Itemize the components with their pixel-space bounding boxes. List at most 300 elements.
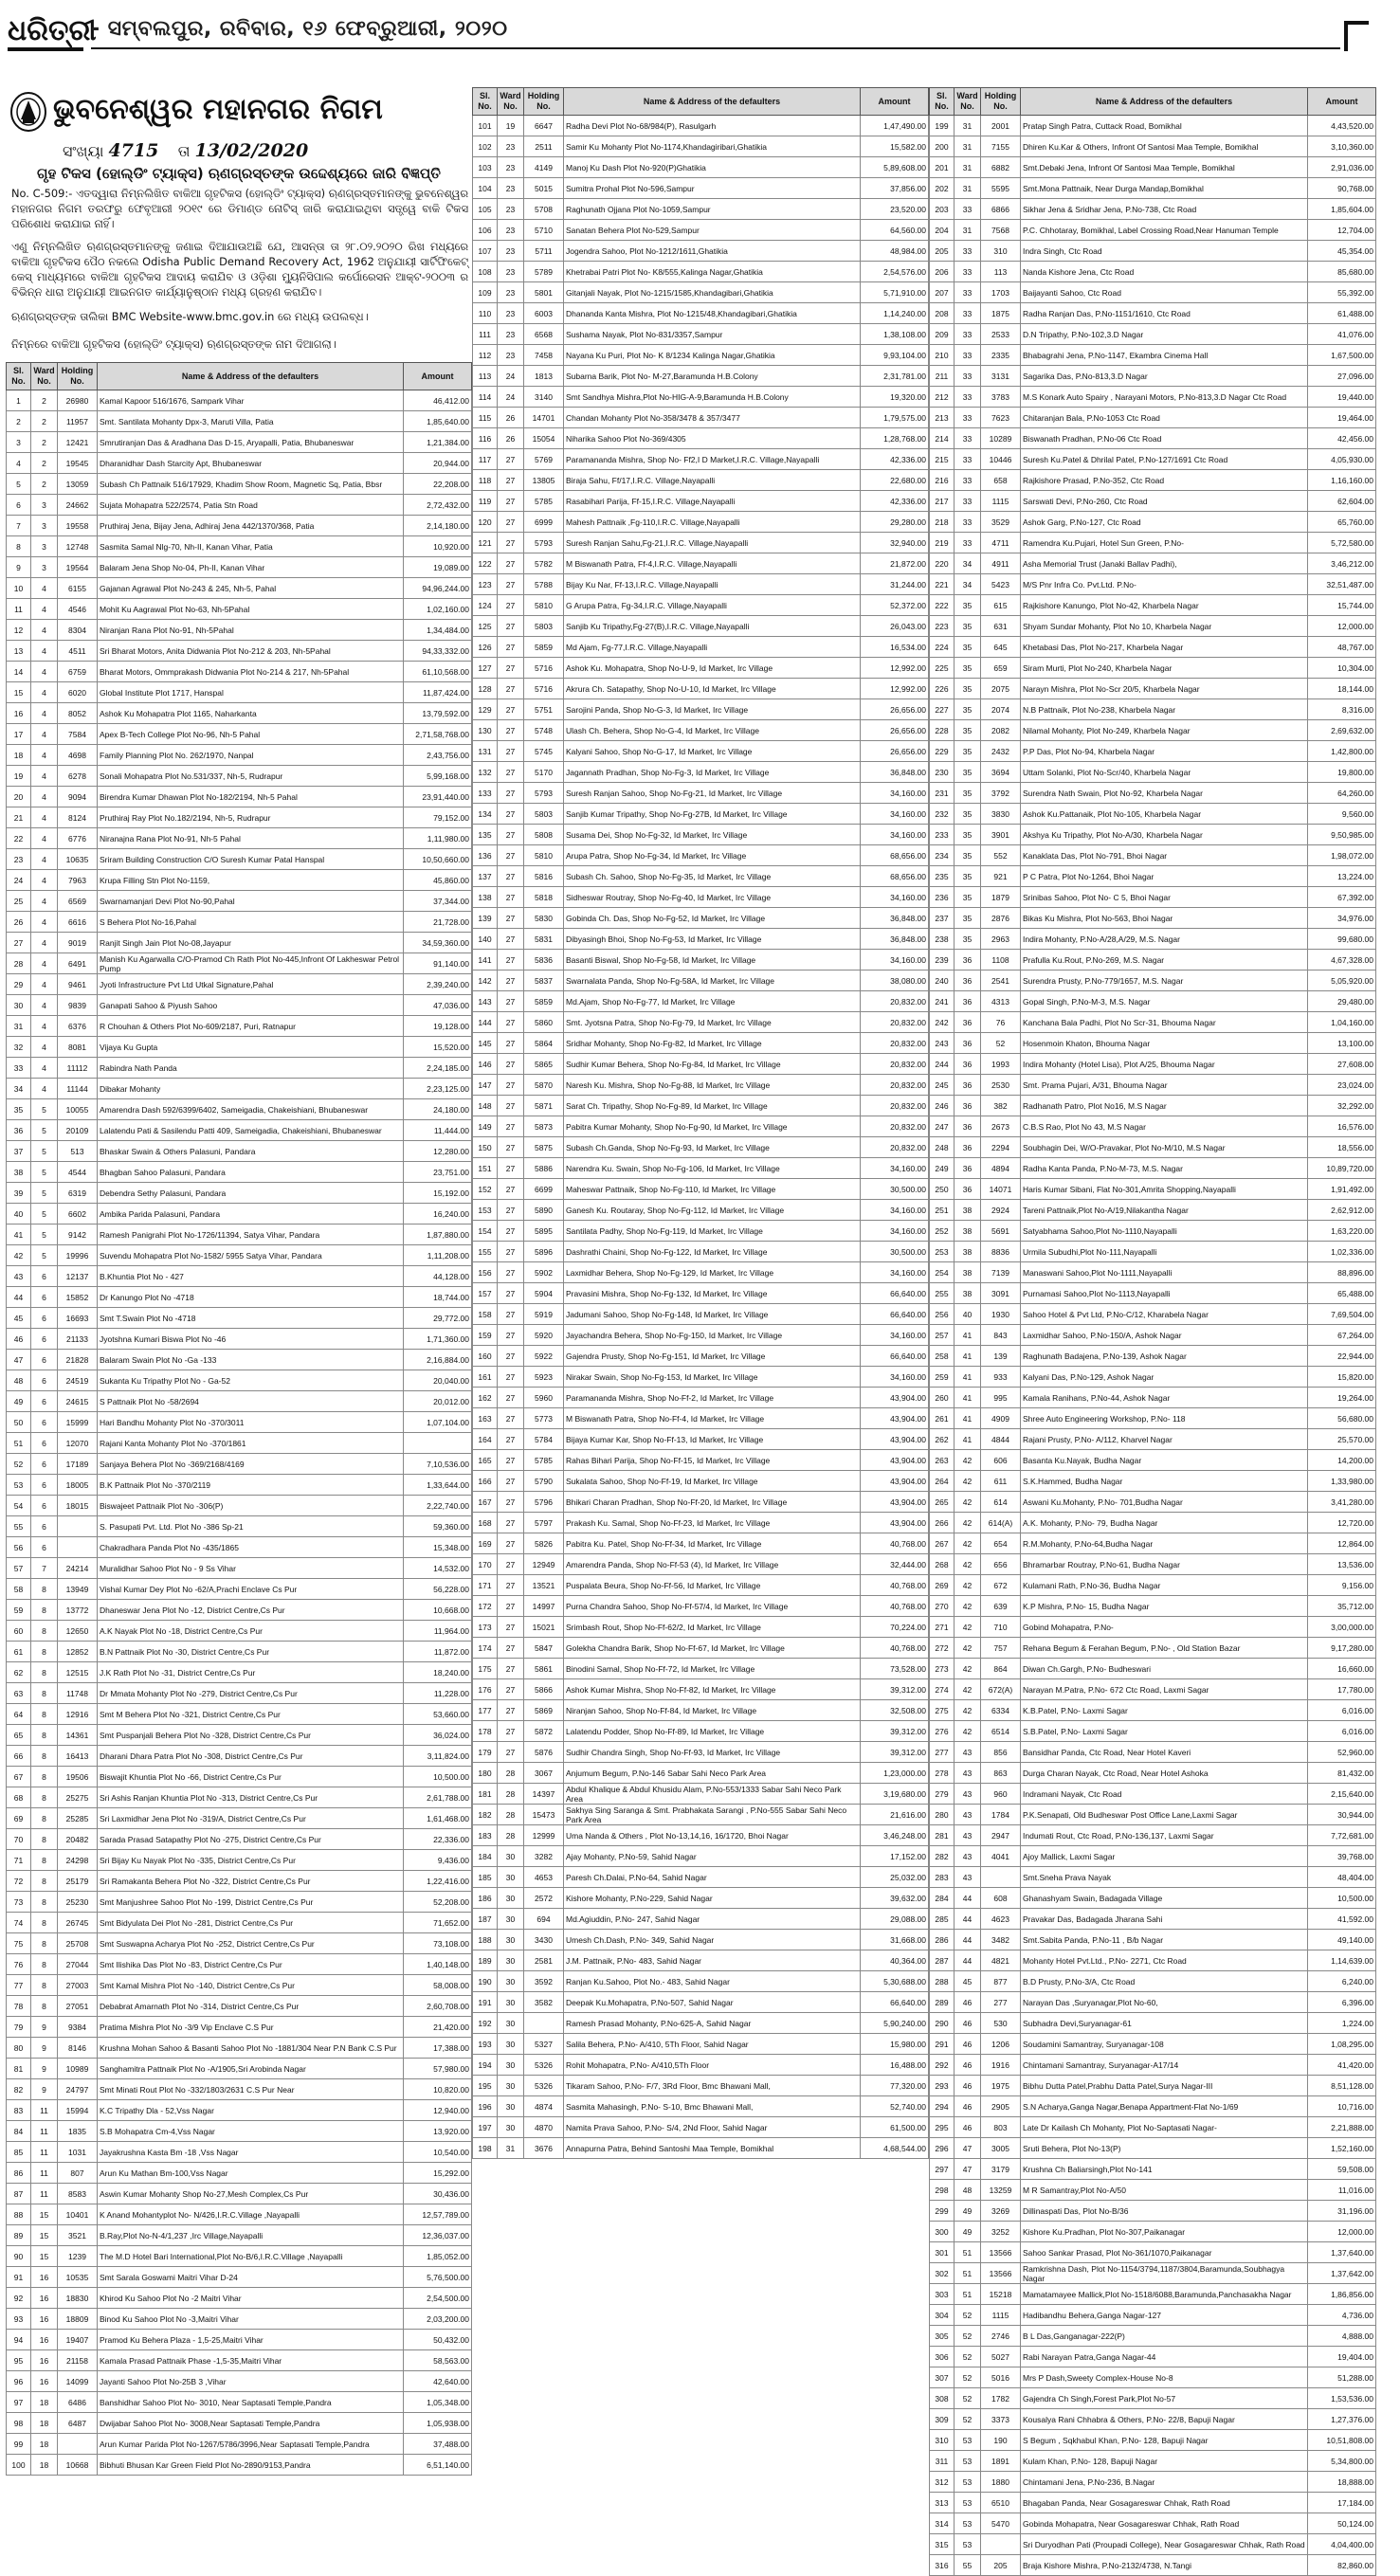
- cell-amount: 30,500.00: [861, 1242, 929, 1262]
- cell-amount: 16,660.00: [1308, 1659, 1376, 1679]
- cell-amount: 20,832.00: [861, 1116, 929, 1137]
- cell-sl-no: 9: [7, 557, 31, 578]
- cell-name-address: Khetabasi Das, Plot No-217, Kharbela Nagar: [1021, 637, 1308, 658]
- cell-holding-no: 2001: [981, 116, 1021, 136]
- cell-sl-no: 280: [930, 1805, 955, 1825]
- cell-name-address: Pravasini Mishra, Shop No-Fg-132, Id Market, Irc Village: [564, 1283, 861, 1304]
- cell-name-address: Smt.Debaki Jena, Infront Of Santosi Maa Temple, Bomikhal: [1021, 157, 1308, 178]
- cell-name-address: Sarswati Devi, P.No-260, Ctc Road: [1021, 491, 1308, 512]
- cell-ward-no: 51: [955, 2263, 981, 2284]
- cell-ward-no: 33: [955, 241, 981, 262]
- cell-amount: 15,744.00: [1308, 595, 1376, 616]
- cell-sl-no: 228: [930, 720, 955, 741]
- cell-amount: 34,160.00: [861, 1200, 929, 1221]
- cell-sl-no: 308: [930, 2388, 955, 2409]
- cell-holding-no: 1891: [981, 2451, 1021, 2472]
- cell-amount: 36,848.00: [861, 929, 929, 950]
- table-row: [473, 1679, 929, 1700]
- cell-name-address: Krushna Mohan Sahoo & Basanti Sahoo Plot No -1881/304 Near P.N Bank C.S Pur: [98, 2038, 404, 2059]
- table-row: [473, 783, 929, 804]
- cell-sl-no: 247: [930, 1116, 955, 1137]
- cell-sl-no: 178: [473, 1721, 498, 1742]
- table-row: [930, 1075, 1376, 1096]
- cell-sl-no: 90: [7, 2246, 31, 2267]
- cell-holding-no: 14361: [58, 1725, 98, 1746]
- cell-amount: 2,54,500.00: [404, 2288, 472, 2309]
- cell-name-address: Chintamani Samantray, Suryanagar-A17/14: [1021, 2055, 1308, 2076]
- table-row: [473, 1367, 929, 1388]
- cell-ward-no: 33: [955, 512, 981, 533]
- table-row: [7, 641, 472, 662]
- cell-amount: 43,904.00: [861, 1471, 929, 1492]
- cell-ward-no: 6: [31, 1496, 58, 1516]
- cell-amount: 59,508.00: [1308, 2159, 1376, 2180]
- cell-holding-no: 10635: [58, 849, 98, 870]
- cell-name-address: Dhiren Ku.Kar & Others, Infront Of Santosi Maa Temple, Bomikhal: [1021, 136, 1308, 157]
- cell-ward-no: 8: [31, 1892, 58, 1913]
- memo-number: 4715: [108, 140, 159, 161]
- cell-sl-no: 270: [930, 1596, 955, 1617]
- cell-ward-no: 8: [31, 1662, 58, 1683]
- cell-holding-no: 3694: [981, 762, 1021, 783]
- cell-ward-no: 5: [31, 1204, 58, 1225]
- cell-name-address: Dhananda Kanta Mishra, Plot No-1215/48,Khandagibari,Ghatikia: [564, 303, 861, 324]
- cell-sl-no: 28: [7, 953, 31, 974]
- cell-name-address: Samir Ku Mohanty Plot No-1174,Khandagiribari,Ghatikia: [564, 136, 861, 157]
- cell-amount: 34,160.00: [861, 1367, 929, 1388]
- table-row: [473, 574, 929, 595]
- cell-ward-no: 28: [498, 1825, 524, 1846]
- table-row: [930, 1679, 1376, 1700]
- table-1-wrapper: [6, 362, 472, 2476]
- table-row: [473, 1408, 929, 1429]
- cell-name-address: Nanda Kishore Jena, Ctc Road: [1021, 262, 1308, 282]
- cell-holding-no: 24519: [58, 1370, 98, 1391]
- cell-ward-no: 33: [955, 449, 981, 470]
- cell-holding-no: 14071: [981, 1179, 1021, 1200]
- cell-name-address: Niharika Sahoo Plot No-369/4305: [564, 428, 861, 449]
- cell-holding-no: 530: [981, 2013, 1021, 2034]
- cell-name-address: Hosenmoin Khaton, Bhouma Nagar: [1021, 1033, 1308, 1054]
- table-row: [473, 720, 929, 741]
- cell-sl-no: 266: [930, 1513, 955, 1533]
- cell-holding-no: 803: [981, 2117, 1021, 2138]
- cell-sl-no: 71: [7, 1850, 31, 1871]
- cell-holding-no: 5748: [524, 720, 564, 741]
- table-row: [473, 1158, 929, 1179]
- cell-amount: 39,312.00: [861, 1679, 929, 1700]
- cell-ward-no: 8: [31, 1746, 58, 1767]
- date-prefix: ତା: [177, 142, 191, 160]
- cell-holding-no: 14701: [524, 408, 564, 428]
- notice-header: [6, 87, 472, 362]
- cell-amount: 1,33,980.00: [1308, 1471, 1376, 1492]
- cell-ward-no: 34: [955, 553, 981, 574]
- table-row: [930, 1596, 1376, 1617]
- cell-ward-no: 4: [31, 995, 58, 1016]
- cell-holding-no: 1031: [58, 2142, 98, 2163]
- cell-amount: 52,740.00: [861, 2096, 929, 2117]
- cell-holding-no: 6882: [981, 157, 1021, 178]
- cell-sl-no: 147: [473, 1075, 498, 1096]
- cell-holding-no: 2947: [981, 1825, 1021, 1846]
- table-row: [930, 887, 1376, 908]
- cell-name-address: Smt Bidyulata Dei Plot No -281, District Centre,Cs Pur: [98, 1913, 404, 1933]
- cell-ward-no: 27: [498, 741, 524, 762]
- cell-ward-no: 27: [498, 1408, 524, 1429]
- cell-sl-no: 203: [930, 199, 955, 220]
- table-row: [473, 908, 929, 929]
- cell-sl-no: 185: [473, 1867, 498, 1888]
- cell-name-address: Ramendra Ku.Pujari, Hotel Sun Green, P.No-: [1021, 533, 1308, 553]
- cell-ward-no: 16: [31, 2267, 58, 2288]
- cell-ward-no: 27: [498, 1450, 524, 1471]
- cell-ward-no: 35: [955, 699, 981, 720]
- table-row: [7, 766, 472, 787]
- cell-amount: 51,288.00: [1308, 2367, 1376, 2388]
- cell-name-address: Banshidhar Sahoo Plot No- 3010, Near Saptasati Temple,Pandra: [98, 2392, 404, 2413]
- cell-amount: 39,768.00: [1308, 1846, 1376, 1867]
- cell-name-address: Rabindra Nath Panda: [98, 1058, 404, 1079]
- cell-amount: 19,404.00: [1308, 2347, 1376, 2367]
- cell-holding-no: 5796: [524, 1492, 564, 1513]
- cell-ward-no: 8: [31, 1642, 58, 1662]
- cell-ward-no: 53: [955, 2451, 981, 2472]
- cell-holding-no: 6568: [524, 324, 564, 345]
- cell-amount: 9,50,985.00: [1308, 825, 1376, 845]
- cell-holding-no: 1880: [981, 2472, 1021, 2493]
- cell-name-address: Arun Kumar Parida Plot No-1267/5786/3996,Near Saptasati Temple,Pandra: [98, 2434, 404, 2455]
- cell-amount: 20,832.00: [861, 1033, 929, 1054]
- cell-name-address: Birendra Kumar Dhawan Plot No-182/2194, Nh-5 Pahal: [98, 787, 404, 807]
- cell-holding-no: 1879: [981, 887, 1021, 908]
- cell-amount: 5,76,500.00: [404, 2267, 472, 2288]
- cell-holding-no: 2530: [981, 1075, 1021, 1096]
- cell-name-address: Urmila Subudhi,Plot No-111,Nayapalli: [1021, 1242, 1308, 1262]
- cell-name-address: Pruthiraj Jena, Bijay Jena, Adhiraj Jena 442/1370/368, Patia: [98, 516, 404, 536]
- cell-amount: 12,992.00: [861, 658, 929, 679]
- table-row: [7, 891, 472, 912]
- cell-holding-no: 5960: [524, 1388, 564, 1408]
- table-row: [7, 536, 472, 557]
- cell-ward-no: 42: [955, 1596, 981, 1617]
- cell-ward-no: 3: [31, 536, 58, 557]
- cell-name-address: Srimbash Rout, Shop No-Ff-62/2, Id Market, Irc Village: [564, 1617, 861, 1638]
- cell-sl-no: 193: [473, 2034, 498, 2055]
- table-row: [930, 1262, 1376, 1283]
- cell-holding-no: 654: [981, 1533, 1021, 1554]
- cell-ward-no: 27: [498, 929, 524, 950]
- cell-ward-no: 6: [31, 1329, 58, 1350]
- cell-amount: 36,848.00: [861, 908, 929, 929]
- cell-holding-no: 25230: [58, 1892, 98, 1913]
- cell-amount: 1,11,980.00: [404, 828, 472, 849]
- cell-holding-no: 4511: [58, 641, 98, 662]
- cell-ward-no: 49: [955, 2201, 981, 2222]
- cell-sl-no: 103: [473, 157, 498, 178]
- cell-amount: 90,768.00: [1308, 178, 1376, 199]
- cell-ward-no: 35: [955, 741, 981, 762]
- cell-name-address: Sudhir Chandra Singh, Shop No-Ff-93, Id Market, Irc Village: [564, 1742, 861, 1763]
- cell-name-address: Kulamani Rath, P.No-36, Budha Nagar: [1021, 1575, 1308, 1596]
- cell-sl-no: 184: [473, 1846, 498, 1867]
- cell-ward-no: 43: [955, 1763, 981, 1784]
- cell-amount: 12,704.00: [1308, 220, 1376, 241]
- cell-sl-no: 106: [473, 220, 498, 241]
- cell-holding-no: 15054: [524, 428, 564, 449]
- cell-sl-no: 215: [930, 449, 955, 470]
- cell-ward-no: 4: [31, 1037, 58, 1058]
- table-row: [473, 1242, 929, 1262]
- cell-name-address: Khetrabai Patri Plot No- K8/555,Kalinga Nagar,Ghatikia: [564, 262, 861, 282]
- table-row: [930, 1950, 1376, 1971]
- cell-ward-no: 8: [31, 1850, 58, 1871]
- cell-ward-no: 9: [31, 2017, 58, 2038]
- cell-ward-no: 35: [955, 929, 981, 950]
- cell-ward-no: 18: [31, 2455, 58, 2476]
- cell-sl-no: 316: [930, 2555, 955, 2576]
- cell-sl-no: 57: [7, 1558, 31, 1579]
- cell-name-address: Ajay Mohanty, P.No-59, Sahid Nagar: [564, 1846, 861, 1867]
- table-row: [7, 1579, 472, 1600]
- table-row: [473, 1846, 929, 1867]
- table-row: [7, 1225, 472, 1245]
- cell-sl-no: 102: [473, 136, 498, 157]
- cell-ward-no: 52: [955, 2409, 981, 2430]
- table-row: [930, 2451, 1376, 2472]
- cell-amount: 2,39,240.00: [404, 974, 472, 995]
- cell-ward-no: 27: [498, 533, 524, 553]
- table-row: [7, 1933, 472, 1954]
- cell-holding-no: 15021: [524, 1617, 564, 1638]
- cell-amount: 34,976.00: [1308, 908, 1376, 929]
- cell-ward-no: 42: [955, 1450, 981, 1471]
- cell-name-address: Anjumum Begum, P.No-146 Sabar Sahi Neco Park Area: [564, 1763, 861, 1784]
- cell-holding-no: 27003: [58, 1975, 98, 1996]
- cell-name-address: Laxmidhar Sahoo, P.No-150/A, Ashok Nagar: [1021, 1325, 1308, 1346]
- table-row: [473, 1388, 929, 1408]
- cell-amount: 4,04,400.00: [1308, 2534, 1376, 2555]
- cell-holding-no: 3091: [981, 1283, 1021, 1304]
- cell-holding-no: 5784: [524, 1429, 564, 1450]
- newspaper-logo-text: ଧରିତ୍ରୀ: [8, 14, 97, 47]
- cell-name-address: Ambika Parida Palasuni, Pandara: [98, 1204, 404, 1225]
- cell-holding-no: 18015: [58, 1496, 98, 1516]
- cell-amount: 18,744.00: [404, 1287, 472, 1308]
- cell-name-address: Smrutiranjan Das & Aradhana Das D-15, Aryapalli, Patia, Bhubaneswar: [98, 432, 404, 453]
- cell-sl-no: 50: [7, 1412, 31, 1433]
- cell-ward-no: 8: [31, 1933, 58, 1954]
- cell-amount: 44,128.00: [404, 1266, 472, 1287]
- table-row: [473, 116, 929, 136]
- cell-amount: 2,60,708.00: [404, 1996, 472, 2017]
- cell-ward-no: 43: [955, 1825, 981, 1846]
- table-row: [930, 1158, 1376, 1179]
- cell-sl-no: 161: [473, 1367, 498, 1388]
- cell-amount: 34,160.00: [861, 950, 929, 971]
- cell-sl-no: 256: [930, 1304, 955, 1325]
- cell-sl-no: 33: [7, 1058, 31, 1079]
- cell-name-address: Radhanath Patro, Plot No16, M.S Nagar: [1021, 1096, 1308, 1116]
- cell-holding-no: 14397: [524, 1784, 564, 1805]
- cell-sl-no: 95: [7, 2350, 31, 2371]
- cell-holding-no: 13949: [58, 1579, 98, 1600]
- cell-ward-no: 33: [955, 387, 981, 408]
- cell-name-address: Dharanidhar Dash Starcity Apt, Bhubaneswar: [98, 453, 404, 474]
- cell-ward-no: 4: [31, 953, 58, 974]
- cell-holding-no: 7963: [58, 870, 98, 891]
- cell-sl-no: 43: [7, 1266, 31, 1287]
- cell-holding-no: 4844: [981, 1429, 1021, 1450]
- table-row: [930, 491, 1376, 512]
- cell-amount: 7,10,536.00: [404, 1454, 472, 1475]
- cell-name-address: Smt Puspanjali Behera Plot No -328, District Centre,Cs Pur: [98, 1725, 404, 1746]
- cell-ward-no: 41: [955, 1388, 981, 1408]
- table-row: [473, 1992, 929, 2013]
- memo-line: [63, 140, 308, 161]
- cell-holding-no: 672(A): [981, 1679, 1021, 1700]
- cell-sl-no: 153: [473, 1200, 498, 1221]
- cell-amount: 3,11,824.00: [404, 1746, 472, 1767]
- cell-amount: 4,67,328.00: [1308, 950, 1376, 971]
- cell-sl-no: 11: [7, 599, 31, 620]
- header-ward-no: Ward No.: [498, 88, 524, 116]
- cell-name-address: Kousalya Rani Chhabra & Others, P.No- 22/8, Bapuji Nagar: [1021, 2409, 1308, 2430]
- cell-amount: 68,656.00: [861, 845, 929, 866]
- cell-ward-no: 30: [498, 1971, 524, 1992]
- cell-ward-no: 2: [31, 453, 58, 474]
- cell-holding-no: 1930: [981, 1304, 1021, 1325]
- table-row: [930, 2409, 1376, 2430]
- cell-ward-no: 4: [31, 974, 58, 995]
- cell-sl-no: 137: [473, 866, 498, 887]
- cell-name-address: S Behera Plot No-16,Pahal: [98, 912, 404, 933]
- cell-sl-no: 110: [473, 303, 498, 324]
- cell-ward-no: 2: [31, 411, 58, 432]
- cell-amount: 39,312.00: [861, 1742, 929, 1763]
- table-row: [7, 1016, 472, 1037]
- cell-name-address: M R Samantray,Plot No-A/50: [1021, 2180, 1308, 2201]
- cell-ward-no: 27: [498, 1262, 524, 1283]
- cell-name-address: Kamala Prasad Pattnaik Phase -1,5-35,Maitri Vihar: [98, 2350, 404, 2371]
- cell-name-address: Rasabihari Parija, Ff-15,I.R.C. Village,Nayapalli: [564, 491, 861, 512]
- cell-amount: 34,160.00: [861, 1158, 929, 1179]
- cell-amount: 22,336.00: [404, 1829, 472, 1850]
- cell-ward-no: 23: [498, 324, 524, 345]
- cell-amount: 12,992.00: [861, 679, 929, 699]
- cell-sl-no: 134: [473, 804, 498, 825]
- cell-holding-no: 2876: [981, 908, 1021, 929]
- cell-sl-no: 298: [930, 2180, 955, 2201]
- cell-ward-no: 5: [31, 1162, 58, 1183]
- table-row: [930, 1179, 1376, 1200]
- cell-holding-no: 4698: [58, 745, 98, 766]
- cell-name-address: Hadibandhu Behera,Ganga Nagar-127: [1021, 2305, 1308, 2326]
- cell-amount: 6,016.00: [1308, 1721, 1376, 1742]
- cell-sl-no: 23: [7, 849, 31, 870]
- cell-name-address: Swarnamanjari Devi Plot No-90,Pahal: [98, 891, 404, 912]
- cell-amount: 45,354.00: [1308, 241, 1376, 262]
- cell-holding-no: 6569: [58, 891, 98, 912]
- cell-holding-no: 5788: [524, 574, 564, 595]
- cell-sl-no: 100: [7, 2455, 31, 2476]
- cell-name-address: Pabitra Kumar Mohanty, Shop No-Fg-90, Id Market, Irc Village: [564, 1116, 861, 1137]
- cell-holding-no: 5919: [524, 1304, 564, 1325]
- cell-amount: 15,348.00: [404, 1537, 472, 1558]
- cell-amount: 1,79,575.00: [861, 408, 929, 428]
- cell-ward-no: 27: [498, 950, 524, 971]
- cell-ward-no: 52: [955, 2326, 981, 2347]
- cell-amount: 23,751.00: [404, 1162, 472, 1183]
- cell-holding-no: 11957: [58, 411, 98, 432]
- cell-holding-no: 21828: [58, 1350, 98, 1370]
- cell-name-address: Kanchana Bala Padhi, Plot No Scr-31, Bhouma Nagar: [1021, 1012, 1308, 1033]
- cell-holding-no: [981, 1867, 1021, 1888]
- cell-name-address: Suresh Ranjan Sahu,Fg-21,I.R.C. Village,Nayapalli: [564, 533, 861, 553]
- cell-amount: 42,456.00: [1308, 428, 1376, 449]
- table-row: [930, 1450, 1376, 1471]
- cell-sl-no: 108: [473, 262, 498, 282]
- corner-mark: [1344, 21, 1369, 51]
- cell-ward-no: 30: [498, 1867, 524, 1888]
- table-row: [7, 1496, 472, 1516]
- cell-holding-no: 6491: [58, 953, 98, 974]
- cell-ward-no: 35: [955, 595, 981, 616]
- cell-name-address: Sudhir Kumar Behera, Shop No-Fg-84, Id Market, Irc Village: [564, 1054, 861, 1075]
- table-row: [473, 1012, 929, 1033]
- cell-sl-no: 182: [473, 1805, 498, 1825]
- cell-sl-no: 172: [473, 1596, 498, 1617]
- cell-name-address: Jayachandra Behera, Shop No-Fg-150, Id Market, Irc Village: [564, 1325, 861, 1346]
- cell-name-address: A.K. Mohanty, P.No- 79, Budha Nagar: [1021, 1513, 1308, 1533]
- cell-sl-no: 229: [930, 741, 955, 762]
- cell-holding-no: 12515: [58, 1662, 98, 1683]
- cell-sl-no: 295: [930, 2117, 955, 2138]
- cell-ward-no: 27: [498, 1325, 524, 1346]
- cell-holding-no: [58, 1516, 98, 1537]
- table-row: [930, 553, 1376, 574]
- cell-holding-no: 5866: [524, 1679, 564, 1700]
- cell-ward-no: 35: [955, 825, 981, 845]
- cell-name-address: Family Planning Plot No. 262/1970, Nanpal: [98, 745, 404, 766]
- cell-amount: 91,140.00: [404, 953, 472, 974]
- cell-name-address: Soudamini Samantray, Suryanagar-108: [1021, 2034, 1308, 2055]
- cell-amount: 18,144.00: [1308, 679, 1376, 699]
- table-row: [473, 1116, 929, 1137]
- cell-ward-no: 27: [498, 762, 524, 783]
- cell-name-address: Paramananda Mishra, Shop No-Ff-2, Id Market, Irc Village: [564, 1388, 861, 1408]
- cell-sl-no: 117: [473, 449, 498, 470]
- table-row: [473, 950, 929, 971]
- cell-sl-no: 35: [7, 1099, 31, 1120]
- cell-name-address: Mohit Ku Aagrawal Plot No-63, Nh-5Pahal: [98, 599, 404, 620]
- defaulters-table-3: [929, 87, 1376, 2576]
- cell-sl-no: 60: [7, 1621, 31, 1642]
- cell-holding-no: 659: [981, 658, 1021, 679]
- cell-sl-no: 96: [7, 2371, 31, 2392]
- cell-sl-no: 30: [7, 995, 31, 1016]
- cell-amount: 25,570.00: [1308, 1429, 1376, 1450]
- cell-name-address: Ashok Kumar Mishra, Shop No-Ff-82, Id Market, Irc Village: [564, 1679, 861, 1700]
- table-row: [930, 1221, 1376, 1242]
- cell-holding-no: 15999: [58, 1412, 98, 1433]
- memo-prefix: ସଂଖ୍ୟା: [63, 142, 104, 160]
- cell-holding-no: 2432: [981, 741, 1021, 762]
- cell-name-address: Laxmidhar Behera, Shop No-Fg-129, Id Market, Irc Village: [564, 1262, 861, 1283]
- cell-holding-no: 10668: [58, 2455, 98, 2476]
- cell-sl-no: 289: [930, 1992, 955, 2013]
- table-row: [930, 762, 1376, 783]
